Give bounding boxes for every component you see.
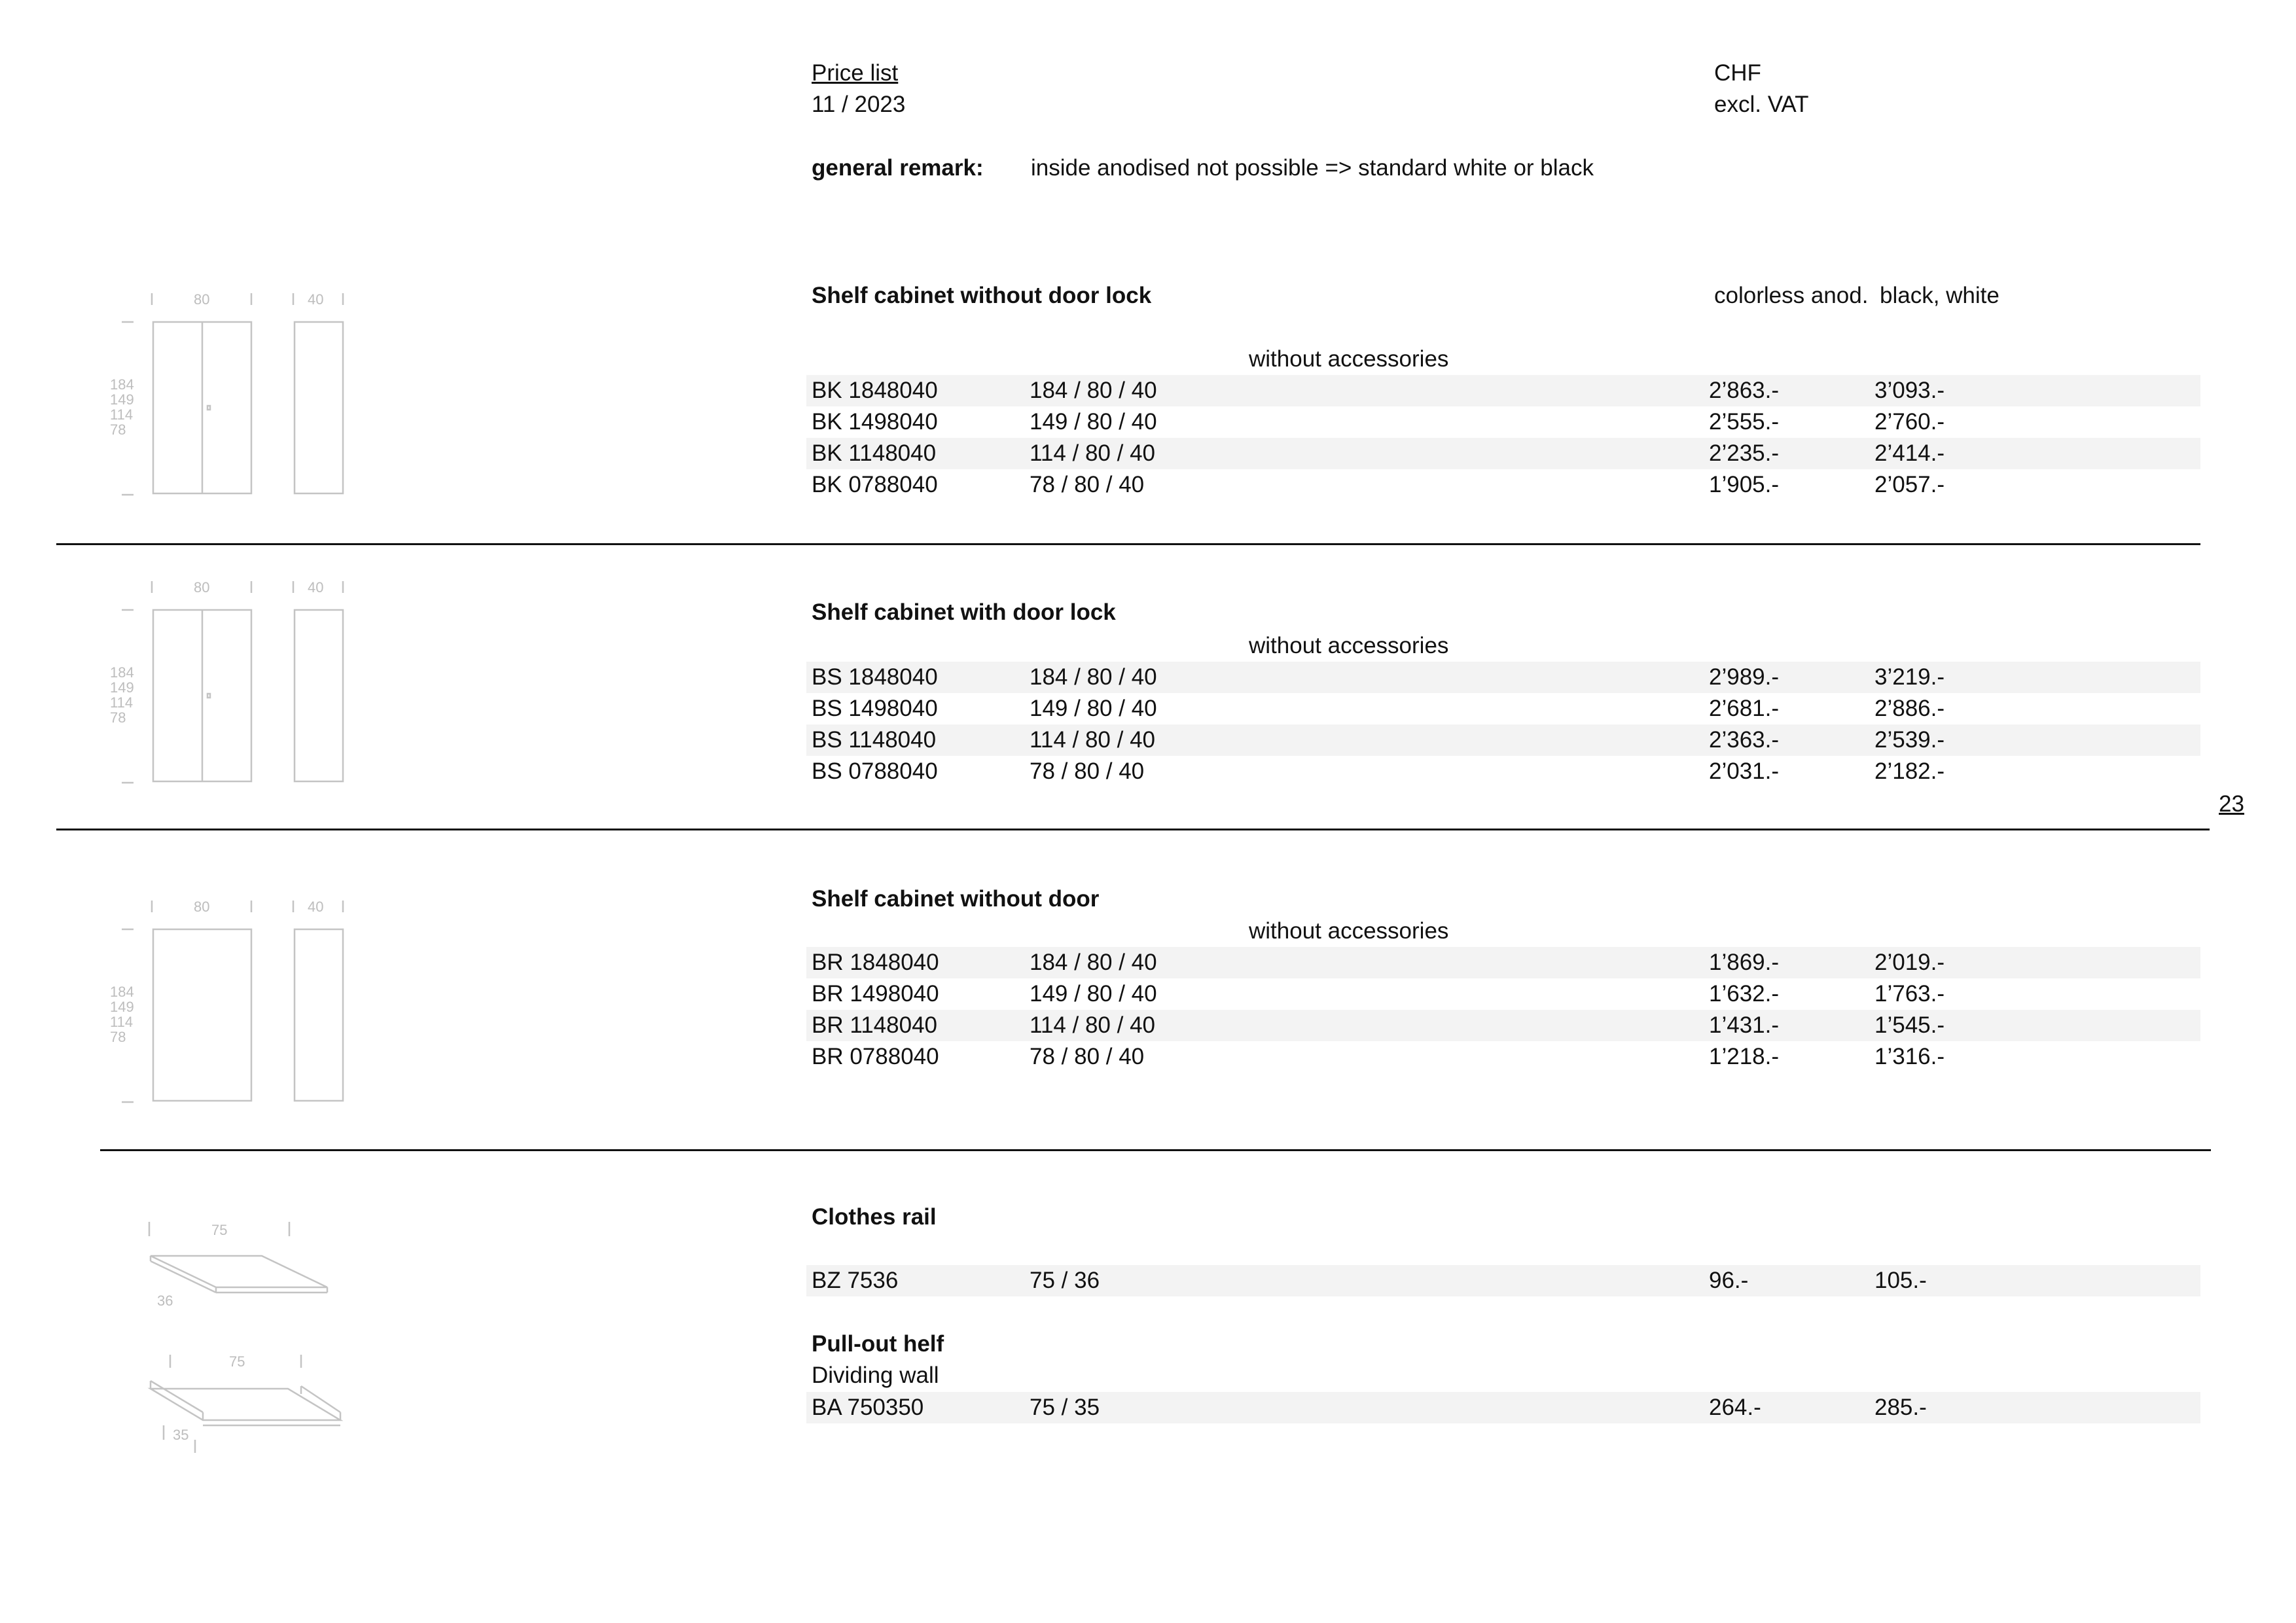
height-label: 149 [110,679,134,696]
price-anodised: 1’869.- [1709,950,1780,975]
dimensions: 114 / 80 / 40 [1030,727,1156,753]
dimensions: 184 / 80 / 40 [1030,664,1157,690]
depth-label: 35 [173,1427,189,1443]
section-title: Shelf cabinet without door lock [812,283,1152,308]
article-code: BS 1848040 [812,664,938,690]
price-black-white: 2’057.- [1874,472,1945,497]
price-anodised: 2’863.- [1709,378,1780,403]
general-remark-text: inside anodised not possible => standard white or black [1031,155,1594,181]
dimensions: 114 / 80 / 40 [1030,1012,1156,1038]
width-label: 80 [194,291,210,308]
article-code: BK 1498040 [812,409,938,435]
general-remark-label: general remark: [812,155,984,181]
price-black-white: 2’760.- [1874,409,1945,435]
price-row [806,438,2200,469]
cabinet-drawing [105,895,353,1111]
article-code: BR 1498040 [812,981,939,1007]
cabinet-drawing [105,576,353,792]
width-label: 75 [229,1353,245,1370]
price-anodised: 2’681.- [1709,696,1780,721]
section-subtitle: without accessories [1249,346,1449,372]
price-column-header-black-white: black, white [1880,283,2000,308]
price-row [806,978,2200,1010]
section-divider [100,1149,2211,1151]
article-code: BK 1848040 [812,378,938,403]
price-row [806,756,2200,787]
height-label: 149 [110,999,134,1015]
article-code: BR 0788040 [812,1044,939,1069]
door-lock [207,406,210,410]
price-row [806,947,2200,978]
height-label: 78 [110,421,126,438]
height-label: 184 [110,984,134,1000]
section-title: Pull-out helf [812,1331,944,1357]
section-title: Shelf cabinet with door lock [812,599,1116,625]
price-anodised: 96.- [1709,1268,1749,1293]
price-black-white: 2’886.- [1874,696,1945,721]
section-subtitle: Dividing wall [812,1363,939,1388]
height-label: 184 [110,376,134,393]
price-anodised: 2’555.- [1709,409,1780,435]
dimensions: 78 / 80 / 40 [1030,758,1145,784]
clothes-rail-drawing [137,1214,347,1319]
price-row [806,693,2200,724]
article-code: BK 0788040 [812,472,938,497]
cabinet-drawing [105,288,353,504]
price-black-white: 2’019.- [1874,950,1945,975]
depth-label: 40 [308,899,324,915]
price-anodised: 1’632.- [1709,981,1780,1007]
depth-label: 40 [308,291,324,308]
price-anodised: 2’989.- [1709,664,1780,690]
article-code: BA 750350 [812,1395,924,1420]
page-number: 23 [2219,791,2244,817]
price-list-label: Price list [812,60,899,86]
height-label: 114 [110,694,134,711]
rail-edge [151,1261,216,1293]
shelf-side-wall [151,1381,203,1412]
price-anodised: 1’218.- [1709,1044,1780,1069]
price-anodised: 1’905.- [1709,472,1780,497]
price-row [806,469,2200,501]
section-divider [56,543,2200,545]
price-anodised: 264.- [1709,1395,1761,1420]
cabinet-side-outline [295,610,343,781]
price-black-white: 2’182.- [1874,758,1945,784]
price-black-white: 1’316.- [1874,1044,1945,1069]
article-code: BS 1498040 [812,696,938,721]
article-code: BK 1148040 [812,440,937,466]
rail-outline [151,1256,327,1287]
dimensions: 75 / 36 [1030,1268,1100,1293]
dimensions: 184 / 80 / 40 [1030,378,1157,403]
price-anodised: 2’031.- [1709,758,1780,784]
price-row [806,662,2200,693]
price-black-white: 2’414.- [1874,440,1945,466]
cabinet-side-outline [295,322,343,493]
height-label: 114 [110,406,134,423]
price-black-white: 3’219.- [1874,664,1945,690]
price-list-date: 11 / 2023 [812,92,906,117]
article-code: BS 0788040 [812,758,938,784]
width-label: 80 [194,899,210,915]
price-row [806,1392,2200,1423]
price-row [806,1265,2200,1296]
section-divider [56,829,2210,830]
price-anodised: 2’235.- [1709,440,1780,466]
section-title: Shelf cabinet without door [812,886,1100,912]
door-lock [207,694,210,698]
dimensions: 184 / 80 / 40 [1030,950,1157,975]
price-black-white: 1’545.- [1874,1012,1945,1038]
price-row [806,1010,2200,1041]
price-black-white: 3’093.- [1874,378,1945,403]
dimensions: 149 / 80 / 40 [1030,409,1157,435]
price-row [806,375,2200,406]
price-anodised: 2’363.- [1709,727,1780,753]
price-row [806,724,2200,756]
dimensions: 114 / 80 / 40 [1030,440,1156,466]
price-column-header-anodised: colorless anod. [1714,283,1869,308]
dimensions: 149 / 80 / 40 [1030,981,1157,1007]
currency-label: CHF [1714,60,1761,86]
cabinet-side-outline [295,929,343,1101]
depth-label: 36 [157,1293,173,1309]
price-row [806,406,2200,438]
article-code: BR 1148040 [812,1012,938,1038]
section-subtitle: without accessories [1249,633,1449,658]
article-code: BS 1148040 [812,727,937,753]
article-code: BZ 7536 [812,1268,899,1293]
vat-note: excl. VAT [1714,92,1809,117]
height-label: 78 [110,1029,126,1045]
depth-label: 40 [308,579,324,596]
section-title: Clothes rail [812,1204,937,1230]
pull-out-shelf-drawing [144,1348,353,1453]
dimensions: 75 / 35 [1030,1395,1100,1420]
dimensions: 149 / 80 / 40 [1030,696,1157,721]
height-label: 78 [110,709,126,726]
price-black-white: 2’539.- [1874,727,1945,753]
price-black-white: 105.- [1874,1268,1927,1293]
height-label: 149 [110,391,134,408]
price-row [806,1041,2200,1073]
price-black-white: 285.- [1874,1395,1927,1420]
section-subtitle: without accessories [1249,918,1449,944]
price-anodised: 1’431.- [1709,1012,1780,1038]
price-black-white: 1’763.- [1874,981,1945,1007]
width-label: 80 [194,579,210,596]
dimensions: 78 / 80 / 40 [1030,472,1145,497]
height-label: 184 [110,664,134,681]
article-code: BR 1848040 [812,950,939,975]
dimensions: 78 / 80 / 40 [1030,1044,1145,1069]
height-label: 114 [110,1014,134,1030]
width-label: 75 [211,1222,228,1238]
cabinet-front-outline [153,929,251,1101]
